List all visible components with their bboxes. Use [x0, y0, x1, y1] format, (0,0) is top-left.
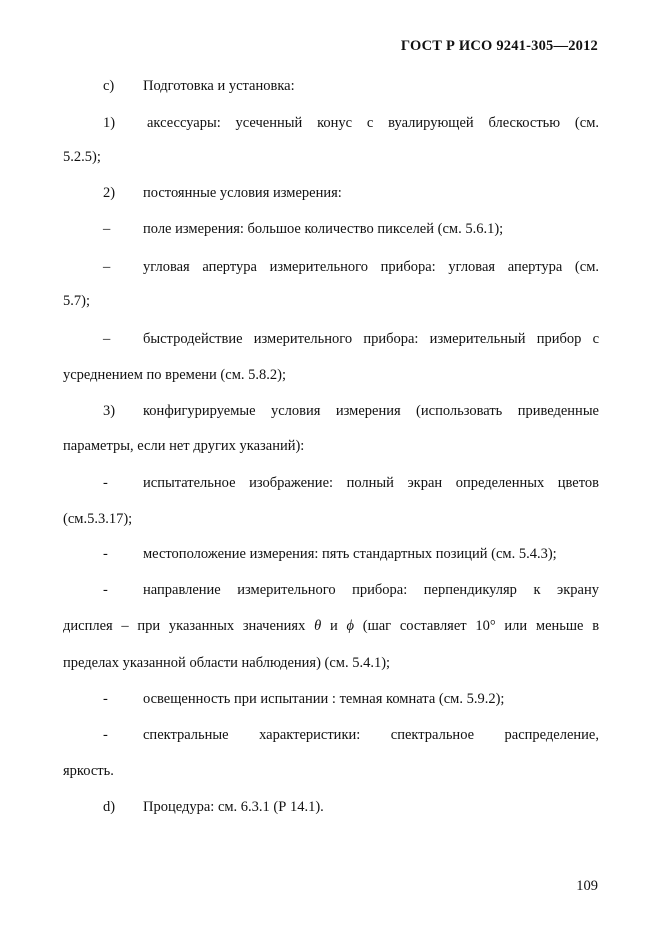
list-marker: c)	[103, 78, 115, 94]
list-item-continuation: 5.7);	[63, 293, 90, 309]
list-item-text: конфигурируемые условия измерения (использовать приведенные	[143, 403, 599, 419]
conjunction-text: и	[329, 618, 338, 634]
list-item-continuation: 5.2.5);	[63, 149, 101, 165]
list-item-text: испытательное изображение: полный экран определенных цветов	[143, 475, 599, 491]
list-marker: 3)	[103, 403, 116, 419]
list-item-text: аксессуары: усеченный конус с вуалирующей блескостью (см.	[147, 115, 599, 131]
list-item-text: постоянные условия измерения:	[143, 185, 342, 201]
list-marker: -	[103, 475, 108, 491]
list-item-text: местоположение измерения: пять стандартных позиций (см. 5.4.3);	[143, 546, 557, 562]
list-marker: 2)	[103, 185, 116, 201]
list-item-text: угловая апертура измерительного прибора: угловая апертура (см.	[143, 259, 599, 275]
list-marker: –	[103, 221, 111, 237]
continuation-text: (шаг составляет 10° или меньше в	[362, 618, 600, 634]
list-marker: d)	[103, 799, 116, 815]
phi-symbol: ϕ	[346, 618, 354, 634]
list-item-continuation: параметры, если нет других указаний):	[63, 438, 305, 454]
list-item-text: Подготовка и установка:	[143, 78, 295, 94]
document-header: ГОСТ Р ИСО 9241-305—2012	[400, 38, 598, 54]
page-number: 109	[576, 878, 598, 894]
list-item-continuation: пределах указанной области наблюдения) (см. 5.4.1);	[63, 655, 391, 671]
list-item-text: направление измерительного прибора: перпендикуляр к экрану	[143, 582, 599, 598]
list-marker: -	[103, 546, 108, 562]
theta-symbol: θ	[314, 618, 322, 634]
list-item-continuation: усреднением по времени (см. 5.8.2);	[63, 367, 286, 383]
list-item-text: быстродействие измерительного прибора: измерительный прибор с	[143, 331, 599, 347]
list-item-continuation	[63, 617, 599, 635]
list-item-continuation: яркость.	[63, 763, 114, 779]
list-item-continuation: (см.5.3.17);	[63, 511, 133, 527]
list-marker: –	[103, 331, 111, 347]
list-marker: -	[103, 582, 108, 598]
list-marker: -	[103, 727, 108, 743]
list-marker: -	[103, 691, 108, 707]
list-item-text: освещенность при испытании : темная комната (см. 5.9.2);	[143, 691, 505, 707]
list-marker: –	[103, 259, 111, 275]
list-item-text: поле измерения: большое количество пикселей (см. 5.6.1);	[143, 221, 504, 237]
list-item-text: спектральные характеристики: спектральное распределение,	[143, 727, 599, 743]
continuation-text: дисплея – при указанных значениях	[63, 618, 306, 634]
list-item-text: Процедура: см. 6.3.1 (Р 14.1).	[143, 799, 324, 815]
list-marker: 1)	[103, 115, 116, 131]
